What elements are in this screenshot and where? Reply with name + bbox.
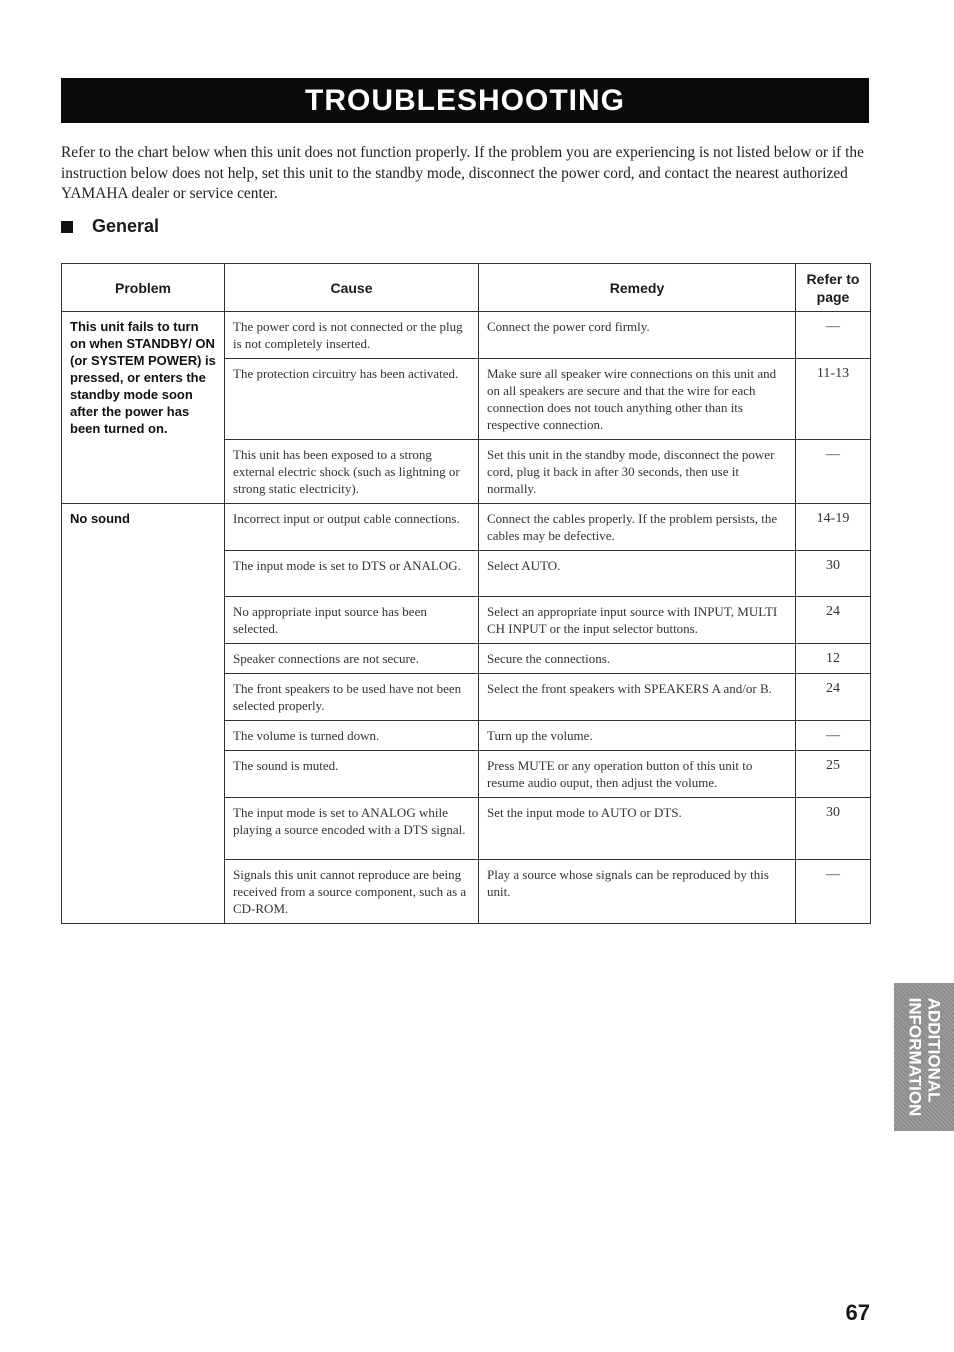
cause-cell: The sound is muted. xyxy=(225,751,479,798)
side-tab-line2: INFORMATION xyxy=(905,997,925,1117)
cause-cell: The input mode is set to ANALOG while playing a source encoded with a DTS signal. xyxy=(225,798,479,860)
cause-cell: Signals this unit cannot reproduce are being received from a source component, such as a CD-ROM. xyxy=(225,860,479,924)
page-title: TROUBLESHOOTING xyxy=(61,78,869,123)
side-tab-line1: ADDITIONAL xyxy=(924,997,944,1103)
page-cell: — xyxy=(796,721,871,751)
section-title: General xyxy=(92,216,160,236)
cause-cell: No appropriate input source has been selected. xyxy=(225,597,479,644)
cause-cell: The input mode is set to DTS or ANALOG. xyxy=(225,551,479,597)
troubleshooting-table xyxy=(61,263,871,924)
page-cell: — xyxy=(796,312,871,359)
cause-cell: Incorrect input or output cable connections. xyxy=(225,504,479,551)
page-cell: 30 xyxy=(796,551,871,597)
page-cell: 14-19 xyxy=(796,504,871,551)
page-cell: — xyxy=(796,860,871,924)
page-cell: 30 xyxy=(796,798,871,860)
page-cell: 25 xyxy=(796,751,871,798)
cause-cell: Speaker connections are not secure. xyxy=(225,644,479,674)
header-cause: Cause xyxy=(225,264,479,312)
cause-cell: The front speakers to be used have not been selected properly. xyxy=(225,674,479,721)
page-cell: 24 xyxy=(796,674,871,721)
problem-cell: This unit fails to turn on when STANDBY/ ON (or SYSTEM POWER) is pressed, or enters the standby mode soon after the power has been turned on. xyxy=(62,312,225,504)
cause-cell: This unit has been exposed to a strong external electric shock (such as lightning or strong static electricity). xyxy=(225,440,479,504)
remedy-cell: Select an appropriate input source with INPUT, MULTI CH INPUT or the input selector buttons. xyxy=(479,597,796,644)
remedy-cell: Connect the cables properly. If the problem persists, the cables may be defective. xyxy=(479,504,796,551)
remedy-cell: Turn up the volume. xyxy=(479,721,796,751)
remedy-cell: Select AUTO. xyxy=(479,551,796,597)
header-refer-page: Refer to page xyxy=(796,264,871,312)
page-cell: 11-13 xyxy=(796,359,871,440)
problem-cell: No sound xyxy=(62,504,225,924)
remedy-cell: Set the input mode to AUTO or DTS. xyxy=(479,798,796,860)
header-problem: Problem xyxy=(62,264,225,312)
cause-cell: The protection circuitry has been activated. xyxy=(225,359,479,440)
table-row xyxy=(62,312,871,359)
page-number: 67 xyxy=(845,1300,870,1325)
square-bullet-icon xyxy=(61,221,73,233)
remedy-cell: Set this unit in the standby mode, disconnect the power cord, plug it back in after 30 seconds, then use it normally. xyxy=(479,440,796,504)
page-cell: 24 xyxy=(796,597,871,644)
cause-cell: The power cord is not connected or the plug is not completely inserted. xyxy=(225,312,479,359)
remedy-cell: Select the front speakers with SPEAKERS A and/or B. xyxy=(479,674,796,721)
intro-paragraph: Refer to the chart below when this unit does not function properly. If the problem you are experiencing is not listed below or if the instruction below does not help, set this unit to the standby mode, disconnect the power cord, and contact the nearest authorized YAMAHA dealer or service center. xyxy=(61,144,864,202)
page-cell: 12 xyxy=(796,644,871,674)
remedy-cell: Press MUTE or any operation button of this unit to resume audio ouput, then adjust the volume. xyxy=(479,751,796,798)
table-header-row xyxy=(62,264,871,312)
cause-cell: The volume is turned down. xyxy=(225,721,479,751)
remedy-cell: Make sure all speaker wire connections on this unit and on all speakers are secure and that the wire for each connection does not touch anything other than its respective connection. xyxy=(479,359,796,440)
header-remedy: Remedy xyxy=(479,264,796,312)
table-row xyxy=(62,504,871,551)
page-cell: — xyxy=(796,440,871,504)
side-section-tab xyxy=(894,983,954,1131)
remedy-cell: Play a source whose signals can be reproduced by this unit. xyxy=(479,860,796,924)
remedy-cell: Secure the connections. xyxy=(479,644,796,674)
section-heading xyxy=(61,216,159,237)
remedy-cell: Connect the power cord firmly. xyxy=(479,312,796,359)
